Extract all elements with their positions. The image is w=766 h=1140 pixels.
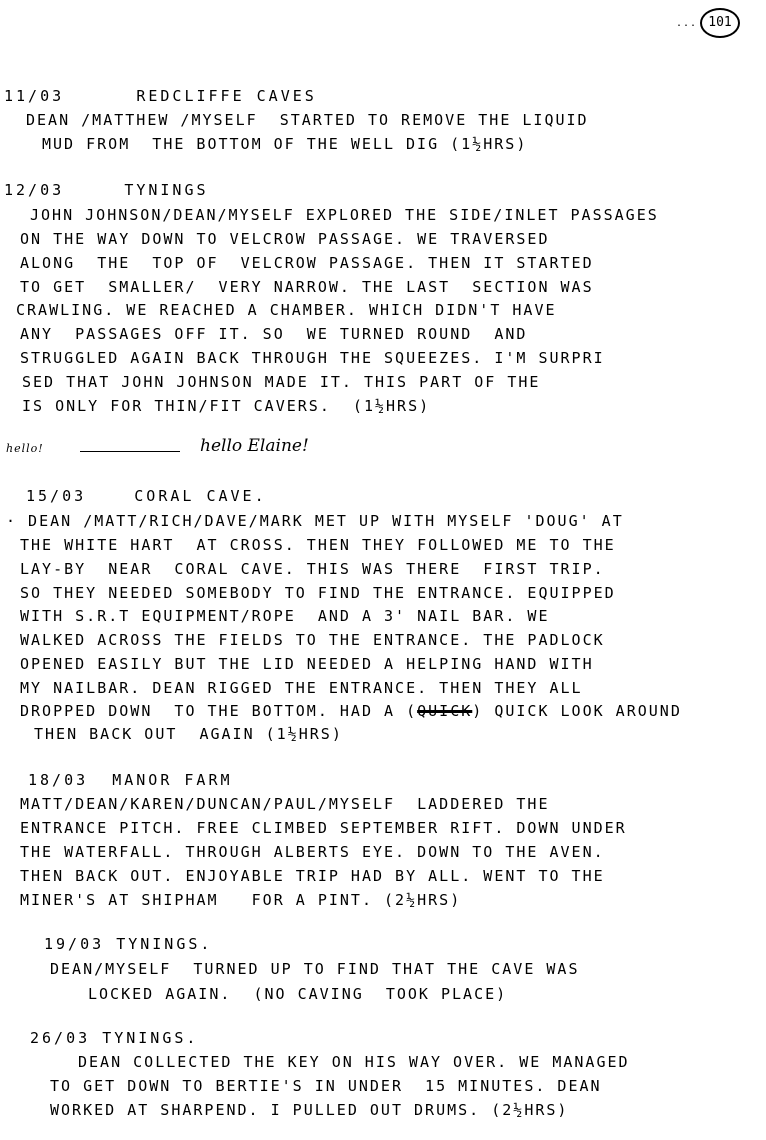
entry-2-line-2: ON THE WAY DOWN TO VELCROW PASSAGE. WE TRAVERSED: [20, 230, 550, 248]
page-number-dots: ...: [676, 18, 698, 29]
entry-date: 12/03: [4, 181, 65, 199]
entry-location: MANOR FARM: [112, 771, 233, 789]
entry-4-header: [28, 770, 233, 790]
entry-2-line-9: IS ONLY FOR THIN/FIT CAVERS. (1½HRS): [22, 397, 431, 415]
entry-location: REDCLIFFE CAVES: [136, 87, 317, 105]
entry-5-line-1: DEAN/MYSELF TURNED UP TO FIND THAT THE CAVE WAS: [50, 960, 580, 978]
entry-3-line-9-tail: ) QUICK LOOK AROUND: [472, 702, 682, 720]
entry-2-line-7: STRUGGLED AGAIN BACK THROUGH THE SQUEEZES. I'M SURPRI: [20, 349, 605, 367]
struck-out-word: QUICK: [417, 702, 473, 720]
entry-2-line-6: ANY PASSAGES OFF IT. SO WE TURNED ROUND AND: [20, 325, 528, 343]
entry-3-line-9-text: DROPPED DOWN TO THE BOTTOM. HAD A: [20, 702, 396, 720]
entry-1-line-2: MUD FROM THE BOTTOM OF THE WELL DIG (1½HRS): [42, 135, 528, 153]
entry-3-line-4: SO THEY NEEDED SOMEBODY TO FIND THE ENTRANCE. EQUIPPED: [20, 584, 616, 602]
entry-2-line-5: CRAWLING. WE REACHED A CHAMBER. WHICH DIDN'T HAVE: [16, 301, 557, 319]
entry-date: 18/03: [28, 771, 89, 789]
entry-1-line-1: DEAN /MATTHEW /MYSELF STARTED TO REMOVE THE LIQUID: [26, 111, 589, 129]
entry-3-line-1: · DEAN /MATT/RICH/DAVE/MARK MET UP WITH MYSELF 'DOUG' AT: [6, 512, 624, 530]
entry-date: 15/03: [26, 487, 87, 505]
entry-4-line-5: MINER'S AT SHIPHAM FOR A PINT. (2½HRS): [20, 891, 462, 909]
entry-5-header: [44, 934, 212, 954]
entry-6-line-1: DEAN COLLECTED THE KEY ON HIS WAY OVER. WE MANAGED: [78, 1053, 630, 1071]
entry-4-line-4: THEN BACK OUT. ENJOYABLE TRIP HAD BY ALL. WENT TO THE: [20, 867, 605, 885]
entry-3-line-10: THEN BACK OUT AGAIN (1½HRS): [34, 725, 343, 743]
entry-3-line-8: MY NAILBAR. DEAN RIGGED THE ENTRANCE. THEN THEY ALL: [20, 679, 583, 697]
entry-location: CORAL CAVE.: [134, 487, 267, 505]
entry-date: 26/03: [30, 1029, 91, 1047]
page-number: 101: [700, 8, 740, 38]
entry-location: TYNINGS: [124, 181, 209, 199]
entry-location: TYNINGS.: [102, 1029, 199, 1047]
entry-date: 11/03: [4, 87, 65, 105]
entry-3-header: [26, 486, 267, 506]
entry-3-line-2: THE WHITE HART AT CROSS. THEN THEY FOLLOWED ME TO THE: [20, 536, 616, 554]
entry-6-header: [30, 1028, 198, 1048]
margin-note-dash: [80, 451, 180, 452]
entry-4-line-1: MATT/DEAN/KAREN/DUNCAN/PAUL/MYSELF LADDERED THE: [20, 795, 550, 813]
entry-3-line-3: LAY-BY NEAR CORAL CAVE. THIS WAS THERE FIRST TRIP.: [20, 560, 605, 578]
entry-4-line-2: ENTRANCE PITCH. FREE CLIMBED SEPTEMBER RIFT. DOWN UNDER: [20, 819, 627, 837]
entry-3-line-5: WITH S.R.T EQUIPMENT/ROPE AND A 3' NAIL BAR. WE: [20, 607, 550, 625]
entry-2-line-8: SED THAT JOHN JOHNSON MADE IT. THIS PART OF THE: [22, 373, 541, 391]
entry-2-header: [4, 180, 209, 200]
entry-3-line-6: WALKED ACROSS THE FIELDS TO THE ENTRANCE. THE PADLOCK: [20, 631, 605, 649]
margin-note-right: hello Elaine!: [200, 436, 309, 456]
entry-location: TYNINGS.: [116, 935, 213, 953]
entry-3-line-9: DROPPED DOWN TO THE BOTTOM. HAD A (QUICK) QUICK LOOK AROUND: [20, 702, 682, 720]
entry-5-line-2: LOCKED AGAIN. (NO CAVING TOOK PLACE): [88, 985, 508, 1003]
entry-6-line-3: WORKED AT SHARPEND. I PULLED OUT DRUMS. (2½HRS): [50, 1101, 569, 1119]
entry-3-line-7: OPENED EASILY BUT THE LID NEEDED A HELPING HAND WITH: [20, 655, 594, 673]
entry-4-line-3: THE WATERFALL. THROUGH ALBERTS EYE. DOWN TO THE AVEN.: [20, 843, 605, 861]
entry-1-header: [4, 86, 317, 106]
entry-2-line-4: TO GET SMALLER/ VERY NARROW. THE LAST SECTION WAS: [20, 278, 594, 296]
entry-2-line-3: ALONG THE TOP OF VELCROW PASSAGE. THEN IT STARTED: [20, 254, 594, 272]
entry-2-line-1: JOHN JOHNSON/DEAN/MYSELF EXPLORED THE SIDE/INLET PASSAGES: [30, 206, 659, 224]
entry-date: 19/03: [44, 935, 105, 953]
margin-note-left: hello!: [6, 442, 44, 455]
entry-6-line-2: TO GET DOWN TO BERTIE'S IN UNDER 15 MINUTES. DEAN: [50, 1077, 602, 1095]
